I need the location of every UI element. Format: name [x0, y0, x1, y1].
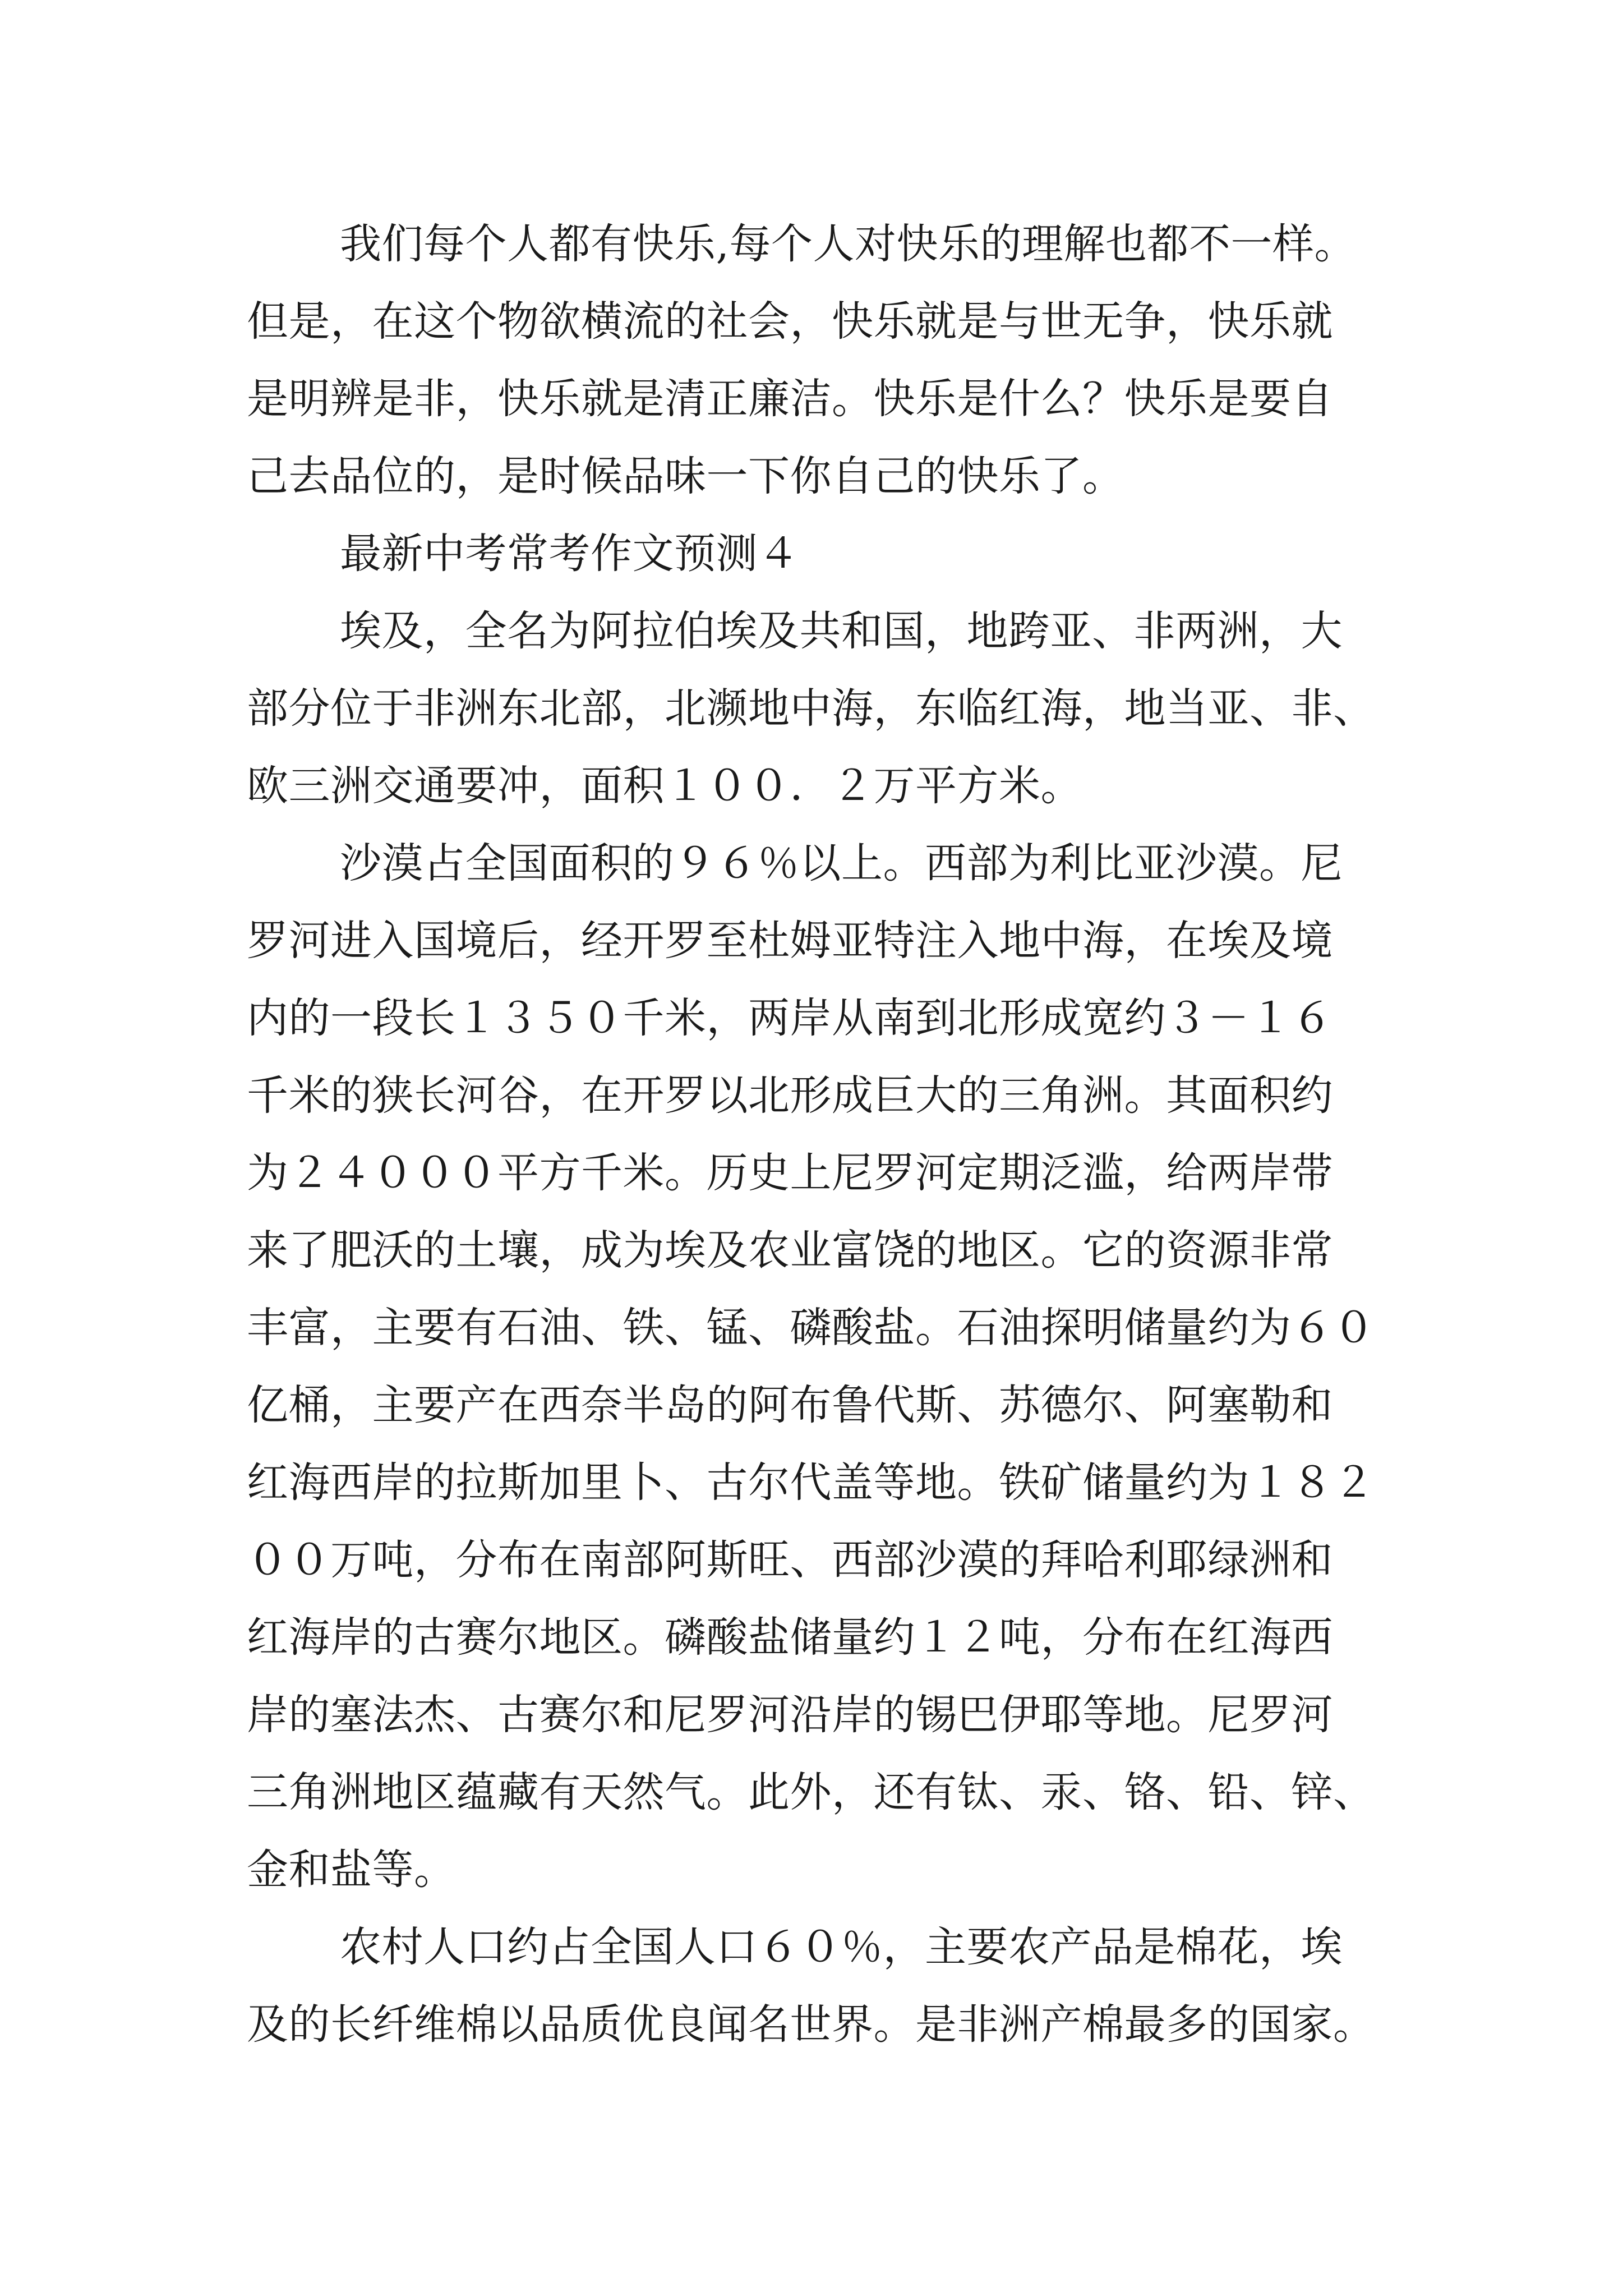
text-line: 及的长纤维棉以品质优良闻名世界。是非洲产棉最多的国家。: [247, 2000, 1375, 2049]
text-line: ００万吨，分布在南部阿斯旺、西部沙漠的拜哈利耶绿洲和: [247, 1536, 1333, 1584]
text-line: 埃及，全名为阿拉伯埃及共和国，地跨亚、非两洲，大: [340, 607, 1343, 655]
text-line: 沙漠占全国面积的９６％以上。西部为利比亚沙漠。尼: [340, 839, 1343, 887]
text-line: 己去品位的，是时候品味一下你自己的快乐了。: [247, 452, 1124, 500]
text-line: 亿桶，主要产在西奈半岛的阿布鲁代斯、苏德尔、阿塞勒和: [247, 1381, 1333, 1429]
text-line: 红海西岸的拉斯加里卜、古尔代盖等地。铁矿储量约为１８２: [247, 1458, 1375, 1507]
text-line: 但是，在这个物欲横流的社会，快乐就是与世无争，快乐就: [247, 297, 1333, 346]
text-line: 来了肥沃的土壤，成为埃及农业富饶的地区。它的资源非常: [247, 1226, 1333, 1274]
text-line: 三角洲地区蕴藏有天然气。此外，还有钛、汞、铬、铅、锌、: [247, 1768, 1375, 1816]
body-text: [247, 205, 1447, 2063]
text-line: 岸的塞法杰、古赛尔和尼罗河沿岸的锡巴伊耶等地。尼罗河: [247, 1691, 1333, 1739]
text-line: 为２４０００平方千米。历史上尼罗河定期泛滥，给两岸带: [247, 1149, 1333, 1197]
text-line: 部分位于非洲东北部，北濒地中海，东临红海，地当亚、非、: [247, 684, 1375, 733]
text-line: 红海岸的古赛尔地区。磷酸盐储量约１２吨，分布在红海西: [247, 1613, 1333, 1662]
text-line: 内的一段长１３５０千米，两岸从南到北形成宽约３－１６: [247, 994, 1333, 1042]
text-line: 罗河进入国境后，经开罗至杜姆亚特注入地中海，在埃及境: [247, 917, 1333, 965]
text-line: 丰富，主要有石油、铁、锰、磷酸盐。石油探明储量约为６０: [247, 1304, 1375, 1352]
text-line: 农村人口约占全国人口６０％，主要农产品是棉花，埃: [340, 1923, 1343, 1971]
text-line: 欧三洲交通要冲，面积１００．２万平方米。: [247, 762, 1082, 810]
text-line: 是明辨是非，快乐就是清正廉洁。快乐是什么？快乐是要自: [247, 375, 1333, 423]
text-line: 千米的狭长河谷，在开罗以北形成巨大的三角洲。其面积约: [247, 1071, 1333, 1120]
text-line: 金和盐等。: [247, 1846, 456, 1894]
text-line: 最新中考常考作文预测４: [340, 530, 800, 578]
text-line: 我们每个人都有快乐,每个人对快乐的理解也都不一样。: [340, 220, 1357, 268]
